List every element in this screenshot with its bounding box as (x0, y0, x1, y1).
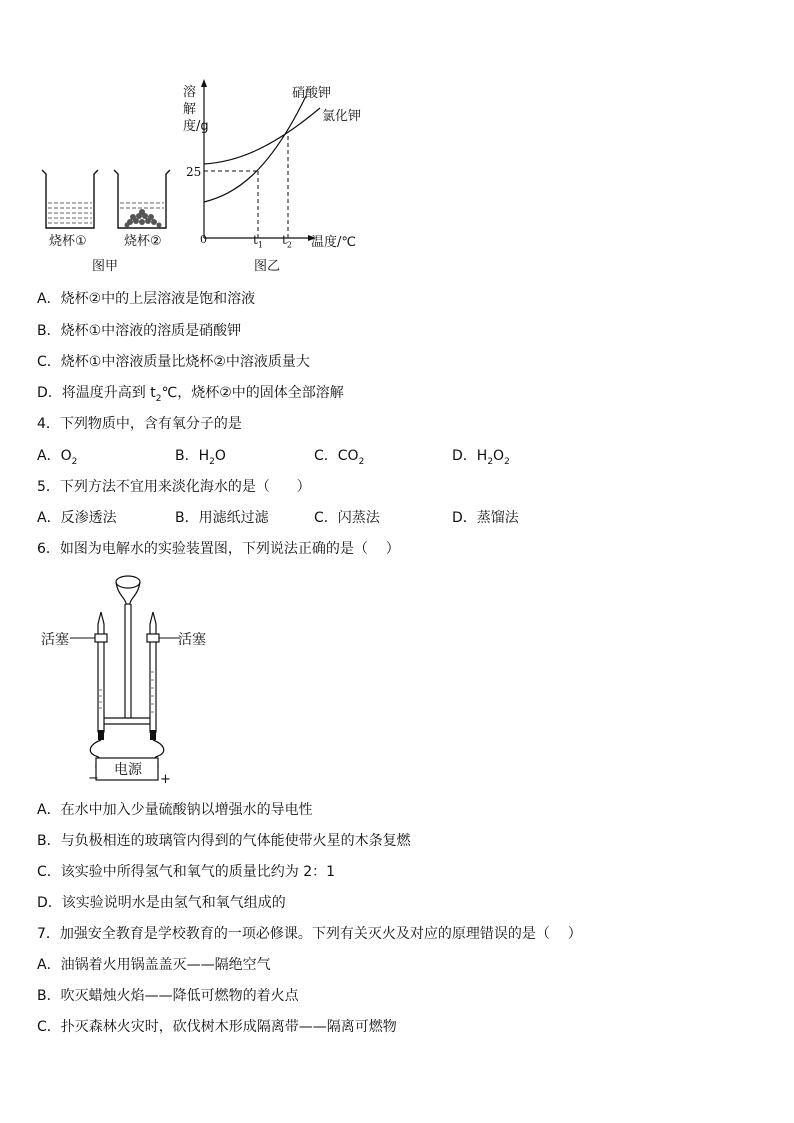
q5-option-c: C．闪蒸法 (314, 510, 380, 526)
chart-x-tick-t2: $t_2$ (282, 233, 292, 250)
solubility-chart (201, 79, 320, 241)
q4-option-b: B．$H_2O$ (175, 448, 226, 467)
beaker-1-label: 烧杯① (49, 234, 87, 249)
q6-option-a: A．在水中加入少量硫酸钠以增强水的导电性 (37, 802, 313, 818)
chart-y-tick-25: 25 (186, 165, 202, 179)
series-kno3-curve (204, 96, 306, 202)
valve-right-label: 活塞 (178, 632, 206, 648)
q7-option-a: A．油锅着火用锅盖盖灭——隔绝空气 (37, 957, 271, 973)
electrolysis-apparatus (40, 572, 230, 790)
series-kcl-curve (204, 108, 320, 164)
q5-option-a: A．反渗透法 (37, 510, 117, 526)
chart-y-axis-label: 溶解度/g (183, 85, 209, 134)
q4-option-c: C．$CO_2$ (314, 448, 365, 467)
beaker-1 (42, 170, 98, 228)
q6-option-c: C．该实验中所得氢气和氧气的质量比约为 2：1 (37, 864, 336, 880)
beaker-2-label: 烧杯② (124, 234, 162, 249)
valve-left-label: 活塞 (41, 632, 69, 648)
chart-origin-label: 0 (200, 233, 207, 246)
fig-b-caption: 图乙 (254, 259, 281, 274)
q4-option-d: D．$H_2O_2$ (452, 448, 510, 467)
negative-terminal-label: − (88, 771, 99, 786)
fig-a-caption: 图甲 (92, 259, 119, 274)
q6-option-d: D．该实验说明水是由氢气和氧气组成的 (37, 895, 286, 911)
q3-option-b: B．烧杯①中溶液的溶质是硝酸钾 (37, 323, 242, 339)
q7-stem: 7．加强安全教育是学校教育的一项必修课。下列有关灭火及对应的原理错误的是（ ） (37, 926, 582, 942)
q4-option-a: A．$O_2$ (37, 448, 78, 467)
undissolved-solid (125, 209, 162, 228)
q4-stem: 4．下列物质中，含有氧分子的是 (37, 416, 242, 432)
q6-stem: 6．如图为电解水的实验装置图，下列说法正确的是（ ） (37, 541, 400, 557)
q5-stem: 5．下列方法不宜用来淡化海水的是（ ） (37, 479, 311, 495)
q5-option-b: B．用滤纸过滤 (175, 510, 269, 526)
power-supply-label: 电源 (114, 762, 142, 778)
q6-option-b: B．与负极相连的玻璃管内得到的气体能使带火星的木条复燃 (37, 833, 411, 849)
legend-kcl: 氯化钾 (322, 109, 362, 124)
q3-option-d: D．将温度升高到 $t_2℃$，烧杯②中的固体全部溶解 (37, 385, 344, 404)
q3-option-c: C．烧杯①中溶液质量比烧杯②中溶液质量大 (37, 354, 310, 370)
chart-x-axis-label: 温度/℃ (311, 235, 356, 250)
chart-x-tick-t1: $t_1$ (253, 233, 263, 250)
q7-option-c: C．扑灭森林火灾时，砍伐树木形成隔离带——隔离可燃物 (37, 1019, 397, 1035)
q3-option-a: A．烧杯②中的上层溶液是饱和溶液 (37, 291, 256, 307)
positive-terminal-label: + (160, 772, 171, 787)
q7-option-b: B．吹灭蜡烛火焰——降低可燃物的着火点 (37, 988, 299, 1004)
legend-kno3: 硝酸钾 (292, 86, 332, 101)
q5-option-d: D．蒸馏法 (452, 510, 519, 526)
beaker-2 (114, 170, 170, 228)
